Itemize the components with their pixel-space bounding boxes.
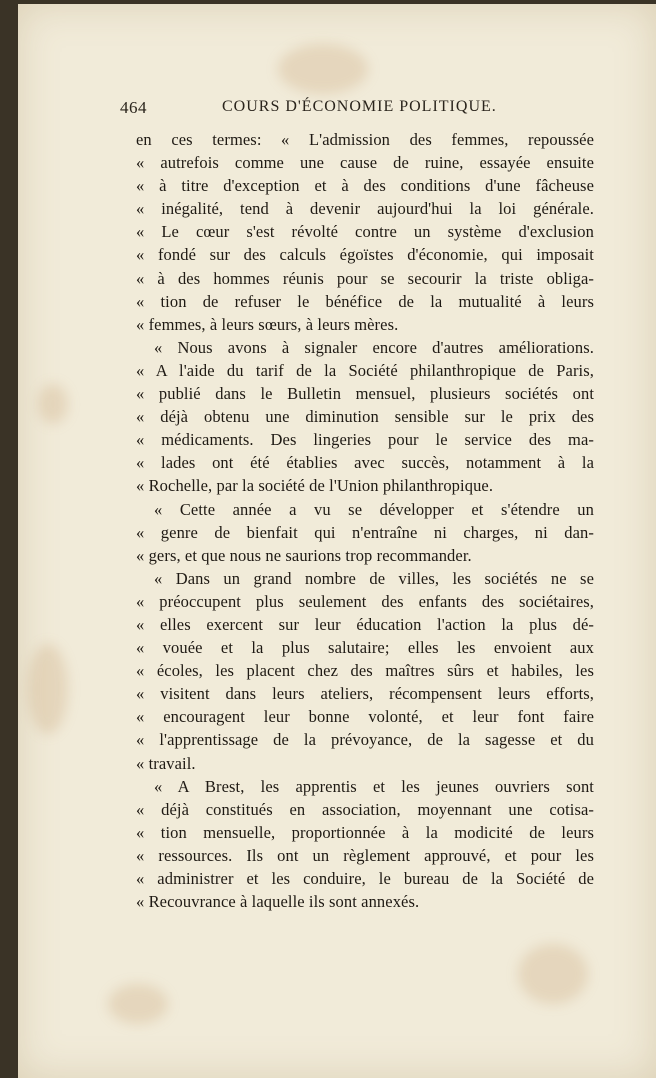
text-line: « tion mensuelle, proportionnée à la modicité de leurs (136, 822, 594, 842)
text-line: « l'apprentissage de la prévoyance, de la sagesse et du (136, 730, 594, 750)
text-line: « lades ont été établies avec succès, notamment à la (136, 453, 594, 473)
text-line: « visitent dans leurs ateliers, récompensent leurs efforts, (136, 684, 594, 704)
text-line: « gers, et que nous ne saurions trop recommander. (136, 545, 472, 565)
text-line: « tion de refuser le bénéfice de la mutualité à leurs (136, 291, 594, 311)
text-line: « ressources. Ils ont un règlement approuvé, et pour les (136, 845, 594, 865)
text-line: « à titre d'exception et à des conditions d'une fâcheuse (136, 176, 594, 196)
text-line: « travail. (136, 753, 196, 773)
text-line: « femmes, à leurs sœurs, à leurs mères. (136, 314, 399, 334)
foxing-stain (38, 384, 68, 424)
text-line: « Rochelle, par la société de l'Union philanthropique. (136, 476, 494, 496)
text-line: « autrefois comme une cause de ruine, essayée ensuite (136, 153, 594, 173)
text-line: « Le cœur s'est révolté contre un système d'exclusion (136, 222, 594, 242)
text-line: « publié dans le Bulletin mensuel, plusieurs sociétés ont (136, 384, 594, 404)
text-line: « écoles, les placent chez des maîtres sûrs et habiles, les (136, 661, 594, 681)
text-line: « fondé sur des calculs égoïstes d'économie, qui imposait (136, 245, 594, 265)
text-line: « Recouvrance à laquelle ils sont annexés. (136, 892, 420, 912)
body-text (136, 128, 594, 913)
text-line: « déjà constitués en association, moyennant une cotisa- (136, 799, 594, 819)
text-line: « Dans un grand nombre de villes, les sociétés ne se (154, 568, 594, 588)
text-line: en ces termes: « L'admission des femmes, repoussée (136, 130, 594, 149)
text-line: « A Brest, les apprentis et les jeunes ouvriers sont (154, 776, 594, 796)
text-line: « administrer et les conduire, le bureau de la Société de (136, 869, 594, 888)
text-line: « à des hommes réunis pour se secourir la triste obliga- (136, 268, 594, 288)
foxing-stain (278, 44, 368, 94)
text-line: « A l'aide du tarif de la Société philanthropique de Paris, (136, 360, 594, 380)
page-header (120, 98, 520, 124)
text-line: « elles exercent sur leur éducation l'action la plus dé- (136, 614, 594, 634)
running-head: COURS D'ÉCONOMIE POLITIQUE. (222, 98, 497, 115)
foxing-stain (28, 644, 68, 734)
text-line: « encouragent leur bonne volonté, et leur font faire (136, 707, 594, 727)
foxing-stain (108, 984, 168, 1024)
text-line: « déjà obtenu une diminution sensible sur le prix des (136, 407, 594, 427)
page-number: 464 (120, 98, 147, 117)
text-line: « préoccupent plus seulement des enfants des sociétaires, (136, 591, 594, 611)
text-line: « Nous avons à signaler encore d'autres améliorations. (154, 337, 594, 357)
text-line: « médicaments. Des lingeries pour le service des ma- (136, 430, 594, 450)
text-line: « inégalité, tend à devenir aujourd'hui la loi générale. (136, 199, 594, 219)
foxing-stain (518, 944, 588, 1004)
text-line: « genre de bienfait qui n'entraîne ni charges, ni dan- (136, 522, 594, 542)
text-line: « Cette année a vu se développer et s'étendre un (154, 499, 594, 519)
text-line: « vouée et la plus salutaire; elles les envoient aux (136, 638, 594, 658)
